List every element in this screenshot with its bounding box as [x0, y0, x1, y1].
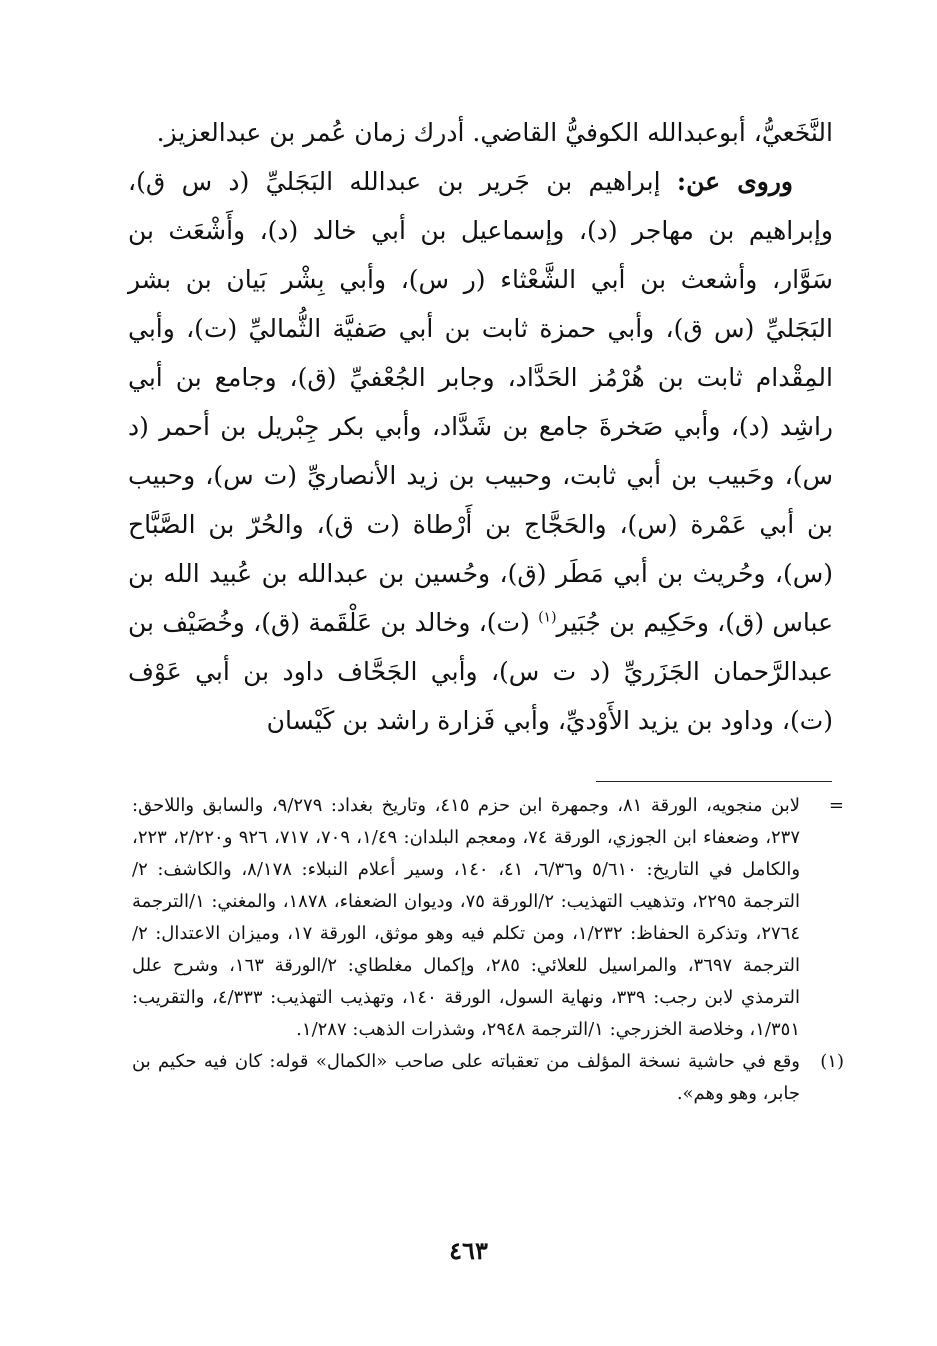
paragraph-intro: النَّخَعيُّ، أبوعبدالله الكوفيُّ القاضي. أدرك زمان عُمر بن عبدالعزيز.	[156, 118, 833, 147]
footnote-1	[132, 1046, 844, 1110]
footnote-1-text: وقع في حاشية نسخة المؤلف من تعقباته على صاحب «الكمال» قوله: كان فيه حكيم بن جابر، وهو وهم».	[132, 1051, 800, 1104]
paragraph-narrators	[128, 157, 833, 745]
narrators-list-tail: (ت)، وخالد بن عَلْقَمة (ق)، وخُصَيْف بن عبدالرَّحمان الجَزَريِّ (د ت س)، وأبي الجَحَّاف داود بن أبي عَوْف (ت)، وداود بن يزيد الأَوْديِّ، وأبي فَزارة راشد بن كَيْسان	[128, 608, 833, 735]
main-text	[128, 108, 833, 745]
riwaya-keyword: وروى عن:	[676, 167, 793, 196]
footnote-separator	[596, 781, 832, 782]
footnote-continuation-text: لابن منجويه، الورقة ٨١، وجمهرة ابن حزم ٤١٥، وتاريخ بغداد: ٩/٢٧٩، والسابق واللاحق: ٢٣٧، وضعفاء ابن الجوزي، الورقة ٧٤، ومعجم البلدان: ١/٤٩، ٧٠٩، ٧١٧، ٩٢٦ و٢/٢٢٠، ٢٢٣، والكامل في التاريخ: ٥/٦١٠ و٦/٣٦، ٤١، ١٤٠، وسير أعلام النبلاء: ٨/١٧٨، والكاشف: ٢/الترجمة ٢٢٩٥، وتذهيب التهذيب: ٢/الورقة ٧٥، وديوان الضعفاء، ١٨٧٨، والمغني: ١/الترجمة ٢٧٦٤، وتذكرة الحفاظ: ١/٢٣٢، ومن تكلم فيه وهو موثق، الورقة ١٧، وميزان الاعتدال: ٢/الترجمة ٣٦٩٧، والمراسيل للعلائي: ٢٨٥، وإكمال مغلطاي: ٢/الورقة ١٦٣، وشرح علل الترمذي لابن رجب: ٣٣٩، ونهاية السول، الورقة ١٤٠، وتهذيب التهذيب: ٤/٣٣٣، والتقريب: ١/٣٥١، وخلاصة الخزرجي: ١/الترجمة ٢٩٤٨، وشذرات الذهب: ١/٢٨٧.	[132, 795, 801, 1040]
continuation-marker: =	[828, 795, 844, 816]
footnotes	[132, 790, 844, 1110]
narrators-list: إبراهيم بن جَرير بن عبدالله البَجَليِّ (د س ق)، وإبراهيم بن مهاجر (د)، وإسماعيل بن أبي خالد (د)، وأَشْعَث بن سَوَّار، وأشعث بن أبي الشَّعْثاء (ر س)، وأبي بِشْر بَيان بن بشر البَجَليِّ (س ق)، وأبي حمزة ثابت بن أبي صَفيَّة الثُّماليِّ (ت)، وأبي المِقْدام ثابت بن هُرْمُز الحَدَّاد، وجابر الجُعْفيِّ (ق)، وجامع بن أبي راشِد (د)، وأبي صَخرةَ جامع بن شَدَّاد، وأبي بكر جِبْريل بن أحمر (د س)، وحَبيب بن أبي ثابت، وحبيب بن زيد الأنصاريِّ (ت س)، وحبيب بن أبي عَمْرة (س)، والحَجَّاج بن أَرْطاة (ت ق)، والحُرّ بن الصَّبَّاح (س)، وحُريث بن أبي مَطَر (ق)، وحُسين بن عبدالله بن عُبيد الله بن عباس (ق)، وحَكِيم بن جُبَير	[128, 167, 833, 637]
footnote-reference[interactable]: (١)	[538, 609, 557, 626]
footnote-continuation	[132, 790, 844, 1046]
footnote-number: (١)	[820, 1051, 844, 1072]
page-number: ٤٦٣	[449, 1236, 488, 1265]
